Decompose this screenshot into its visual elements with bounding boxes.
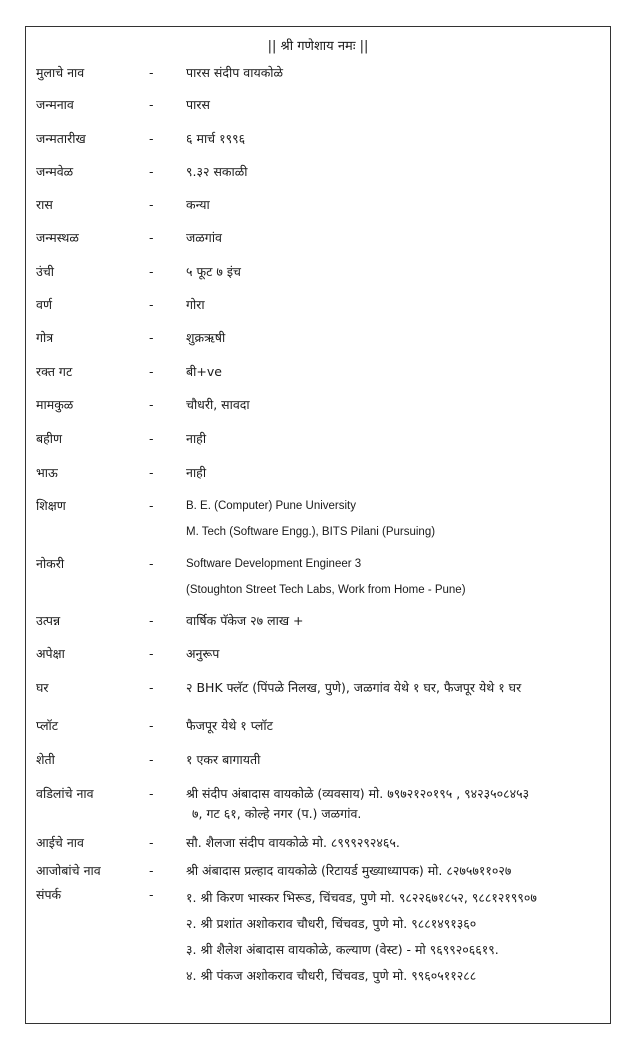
- field-value-line: चौधरी, सावदा: [186, 397, 250, 412]
- field-value: [186, 644, 602, 664]
- field-value-line: नाही: [186, 431, 207, 446]
- field-value: [186, 362, 602, 382]
- field-value: [186, 678, 602, 698]
- field-separator: -: [149, 131, 154, 146]
- field-separator: -: [149, 65, 154, 80]
- field-value-line: ९.३२ सकाळी: [186, 164, 248, 179]
- field-label: वर्ण: [36, 297, 52, 312]
- field-value: [186, 395, 602, 415]
- field-value-line: Software Development Engineer 3: [186, 558, 362, 570]
- field-separator: -: [149, 465, 154, 480]
- field-value-line: सौ. शैलजा संदीप वायकोळे मो. ८९९९२९२४६५.: [186, 835, 400, 850]
- field-label: प्लॉट: [36, 718, 59, 733]
- field-value: [186, 129, 602, 149]
- field-value-line: श्री संदीप अंबादास वायकोळे (व्यवसाय) मो. ७९७२१२०१९५ , ९४२३५०८४५३: [186, 786, 530, 801]
- field-value-line: २ BHK फ्लॅट (पिंपळे निलख, पुणे), जळगांव येथे १ घर, फैजपूर येथे १ घर: [186, 680, 522, 695]
- field-value-line: (Stoughton Street Tech Labs, Work from Home - Pune): [186, 584, 466, 596]
- field-label: जन्मतारीख: [36, 131, 86, 146]
- field-separator: -: [149, 264, 154, 279]
- field-value-line: फैजपूर येथे १ प्लॉट: [186, 718, 273, 733]
- page-title: || श्री गणेशाय नमः ||: [267, 39, 369, 54]
- field-label: जन्मनाव: [36, 97, 74, 112]
- field-label: बहीण: [36, 431, 63, 446]
- field-value-line: अनुरूप: [186, 646, 220, 661]
- field-value-line: शुक्रऋषी: [186, 330, 226, 345]
- field-value-line: १. श्री किरण भास्कर भिरूड, चिंचवड, पुणे मो. ९८२२६७१८५२, ९८८१२१९९०७: [186, 890, 537, 905]
- field-label: जन्मवेळ: [36, 164, 74, 179]
- field-value-line: गोरा: [186, 297, 205, 312]
- field-label: नोकरी: [36, 556, 65, 571]
- field-separator: -: [149, 498, 154, 513]
- field-value: [186, 328, 602, 348]
- field-separator: -: [149, 431, 154, 446]
- field-value: [186, 750, 602, 770]
- field-value: [186, 861, 602, 881]
- field-value: [186, 885, 602, 989]
- field-separator: -: [149, 887, 154, 902]
- field-label: गोत्र: [36, 330, 54, 345]
- field-value-line: ७, गट ६१, कोल्हे नगर (प.) जळगांव.: [192, 806, 362, 821]
- field-label: शेती: [36, 752, 55, 767]
- field-separator: -: [149, 164, 154, 179]
- field-separator: -: [149, 863, 154, 878]
- field-value: [186, 295, 602, 315]
- field-label: वडिलांचे नाव: [36, 786, 94, 801]
- field-value-line: वार्षिक पॅकेज २७ लाख +: [186, 613, 304, 628]
- field-value-line: ३. श्री शैलेश अंबादास वायकोळे, कल्याण (वेस्ट) - मो ९६९९२०६६१९.: [186, 942, 499, 957]
- field-separator: -: [149, 397, 154, 412]
- field-label: रास: [36, 197, 53, 212]
- field-separator: -: [149, 718, 154, 733]
- field-value: [186, 262, 602, 282]
- field-separator: -: [149, 680, 154, 695]
- field-value: [186, 784, 602, 824]
- field-separator: -: [149, 646, 154, 661]
- field-label: उंची: [36, 264, 55, 279]
- field-value-line: M. Tech (Software Engg.), BITS Pilani (Pursuing): [186, 526, 436, 538]
- field-label: आईचे नाव: [36, 835, 84, 850]
- field-label: शिक्षण: [36, 498, 66, 513]
- field-label: भाऊ: [36, 465, 58, 480]
- field-value: [186, 496, 602, 542]
- field-separator: -: [149, 786, 154, 801]
- field-separator: -: [149, 364, 154, 379]
- field-value-line: बी+ve: [186, 364, 222, 379]
- field-value-line: B. E. (Computer) Pune University: [186, 500, 357, 512]
- biodata-frame: [25, 26, 611, 1024]
- field-value: [186, 228, 602, 248]
- field-value-line: नाही: [186, 465, 207, 480]
- field-label: जन्मस्थळ: [36, 230, 79, 245]
- field-value-line: पारस संदीप वायकोळे: [186, 65, 284, 80]
- field-value-line: ५ फूट ७ इंच: [186, 264, 241, 279]
- field-value-line: श्री अंबादास प्रल्हाद वायकोळे (रिटायर्ड मुख्याध्यापक) मो. ८२७५७११०२७: [186, 863, 512, 878]
- field-separator: -: [149, 752, 154, 767]
- field-label: अपेक्षा: [36, 646, 65, 661]
- field-value-line: कन्या: [186, 197, 210, 212]
- field-separator: -: [149, 297, 154, 312]
- field-separator: -: [149, 556, 154, 571]
- field-value-line: ६ मार्च १९९६: [186, 131, 246, 146]
- field-value-line: ४. श्री पंकज अशोकराव चौधरी, चिंचवड, पुणे मो. ९९६०५११२८८: [186, 968, 477, 983]
- field-value: [186, 195, 602, 215]
- field-separator: -: [149, 330, 154, 345]
- field-separator: -: [149, 197, 154, 212]
- field-value: [186, 554, 602, 600]
- field-label: संपर्क: [36, 887, 62, 902]
- field-label: आजोबांचे नाव: [36, 863, 101, 878]
- field-label: मामकुळ: [36, 397, 74, 412]
- field-separator: -: [149, 230, 154, 245]
- field-value: [186, 95, 602, 115]
- field-value: [186, 63, 602, 83]
- field-separator: -: [149, 613, 154, 628]
- field-value-line: पारस: [186, 97, 210, 112]
- field-separator: -: [149, 835, 154, 850]
- field-label: उत्पन्न: [36, 613, 61, 628]
- field-label: घर: [36, 680, 49, 695]
- field-value-line: जळगांव: [186, 230, 223, 245]
- field-separator: -: [149, 97, 154, 112]
- field-value: [186, 611, 602, 631]
- field-value-line: २. श्री प्रशांत अशोकराव चौधरी, चिंचवड, पुणे मो. ९८८१४९१३६०: [186, 916, 477, 931]
- field-label: मुलाचे नाव: [36, 65, 85, 80]
- field-value: [186, 833, 602, 853]
- field-value-line: १ एकर बागायती: [186, 752, 261, 767]
- field-value: [186, 716, 602, 736]
- field-value: [186, 429, 602, 449]
- field-label: रक्त गट: [36, 364, 73, 379]
- field-value: [186, 463, 602, 483]
- field-value: [186, 162, 602, 182]
